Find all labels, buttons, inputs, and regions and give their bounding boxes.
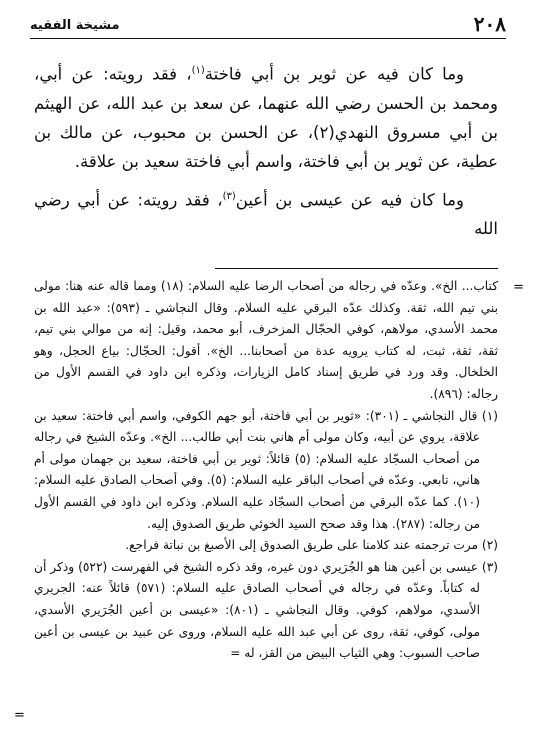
footnote-ref: (١) <box>191 65 205 76</box>
running-title: مشيخة الفقيه <box>30 18 120 33</box>
paragraph-text: وما كان فيه عن عيسى بن أعين <box>235 190 464 209</box>
footnote-ref: (٣) <box>222 190 236 202</box>
paragraph-text: ، فقد رويته: عن أبي، ومحمد بن الحسن رضي الله عنهما، عن سعد بن عبد الله، عن الهيثم بن أبي مسروق النهدي(٢)، عن الحسن بن محبوب، عن مالك بن عطية، عن ثوير بن أبي فاختة، واسم أبي فاختة سعيد بن علاقة. <box>34 64 498 171</box>
page-header <box>30 14 506 38</box>
paragraph-text: وما كان فيه عن ثوير بن أبي فاختة <box>204 64 464 84</box>
footnote-rule <box>215 268 498 269</box>
footnote-1: (١) قال النجاشي ـ (٣٠١): «ثوير بن أبي فاختة، أبو جهم الكوفي، واسم أبي فاختة: سعيد بن علاقة، يروي عن أبيه، وكان مولى أم هاني بنت أبي طالب... الخ». وعدّه الشيخ في رجاله من أصحاب السجّاد عليه السلام: (٥) قائلاً: ثوير بن أبي فاختة، سعيد بن جهمان مولى أم هاني، تابعي. وعدّه في أصحاب الباقر عليه السلام: (٥). وفي أصحاب الصادق عليه السلام: (١٠). كما عدّه البرقي من أصحاب السجّاد عليه السلام. وذكره ابن داود في القسم الأول من رجاله: (٢٨٧). هذا وقد صحح السيد الخوئي طريق الصدوق إليه. <box>34 408 498 531</box>
continuation-mark-bottom: = <box>14 708 25 723</box>
paragraph-text: ، فقد رويته: عن أبي رضي الله <box>34 190 498 238</box>
page-number: ٢٠٨ <box>473 12 506 36</box>
header-rule <box>30 38 506 39</box>
footnote-2: (٢) مرت ترجمته عند كلامنا على طريق الصدوق إلى الأصبغ بن نباتة فراجع. <box>125 538 498 553</box>
main-text <box>34 56 498 249</box>
footnote-3: (٣) عيسى بن أعين هنا هو الجُرَيري دون غيره، وقد ذكره الشيخ في الفهرست (٥٢٢) وذكر أن له كتاباً. وعدّه في رجاله في أصحاب الصادق عليه السلام: (٥٧١) قائلاً عنه: الجريري الأسدي، مولاهم، كوفي. وقال النجاشي ـ (٨٠١): «عيسى بن أعين الجُرَيري الأسدي، مولى، كوفي، ثقة، روى عن أبي عبد الله عليه السلام، وروى عن عبيد بن عيسى بن أعين صاحب السبوب: وهي الثياب البيض من القز، له = <box>34 559 498 661</box>
continuation-mark-top: = <box>513 280 524 295</box>
paragraph <box>34 56 498 176</box>
footnote-continuation: كتاب... الخ». وعدّه في رجاله من أصحاب الرضا عليه السلام: (١٨) ومما قاله عنه هنا: مولى بني تيم الله، ثقة. وكذلك عدّه البرقي عليه السلام. وقال النجاشي ـ (٥٩٣): «عبد الله بن محمد الأسدي، مولاهم، كوفي الحجّال المزخرف، أبو محمد، وقيل: إنه من موالي بني تيم، ثقة، ثقة، ثبت، له كتاب يرويه عدة من أصحابنا... الخ». أقول: الحجّال: بياع الحجل، وهو الخلخال. وقد ورد في طريق إسناد كامل الزيارات، وذكره ابن داود في القسم الأول من رجاله: (٨٩٦). <box>34 279 498 401</box>
paragraph <box>34 182 498 244</box>
footnotes <box>34 276 498 665</box>
